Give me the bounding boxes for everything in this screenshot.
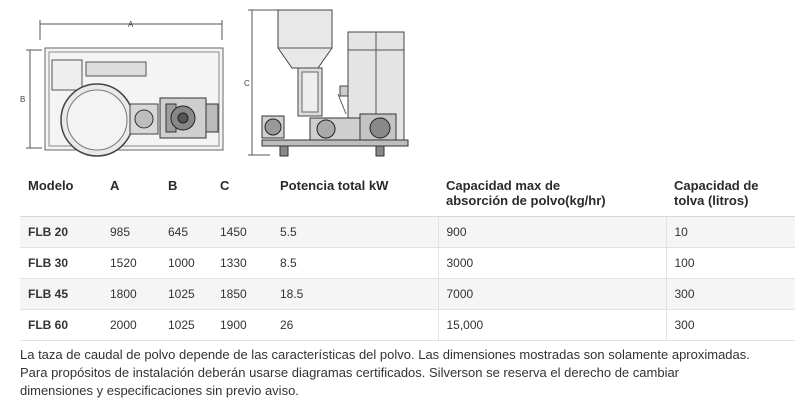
specifications-table <box>20 168 795 341</box>
cell-power: 5.5 <box>272 217 438 248</box>
table-row <box>20 310 795 341</box>
cell-absorption: 900 <box>438 217 666 248</box>
cell-model: FLB 45 <box>20 279 102 310</box>
table-header-row <box>20 168 795 217</box>
top-view-drawing <box>20 20 223 156</box>
cell-b: 1000 <box>160 248 212 279</box>
cell-a: 985 <box>102 217 160 248</box>
cell-power: 8.5 <box>272 248 438 279</box>
cell-hopper: 10 <box>666 217 795 248</box>
footnote-line: Para propósitos de instalación deberán usarse diagramas certificados. Silverson se reserva el derecho de cambiar <box>20 365 680 380</box>
table-row <box>20 248 795 279</box>
side-view-drawing <box>244 10 408 156</box>
cell-model: FLB 20 <box>20 217 102 248</box>
cell-hopper: 300 <box>666 279 795 310</box>
technical-drawings <box>0 0 804 165</box>
cell-absorption: 15,000 <box>438 310 666 341</box>
cell-power: 18.5 <box>272 279 438 310</box>
cell-c: 1450 <box>212 217 272 248</box>
header-c: C <box>212 168 272 217</box>
dim-label-c: C <box>244 79 250 88</box>
footnote-line: La taza de caudal de polvo depende de las características del polvo. Las dimensiones mostradas son solamente aproximadas. <box>20 347 750 362</box>
cell-b: 645 <box>160 217 212 248</box>
header-b: B <box>160 168 212 217</box>
cell-a: 1520 <box>102 248 160 279</box>
footnote-line: dimensiones y especificaciones sin previo aviso. <box>20 383 299 398</box>
cell-model: FLB 60 <box>20 310 102 341</box>
cell-hopper: 300 <box>666 310 795 341</box>
cell-c: 1850 <box>212 279 272 310</box>
header-model: Modelo <box>20 168 102 217</box>
cell-hopper: 100 <box>666 248 795 279</box>
dim-label-b: B <box>20 95 26 104</box>
cell-model: FLB 30 <box>20 248 102 279</box>
cell-a: 2000 <box>102 310 160 341</box>
footnote-text <box>20 346 798 400</box>
header-absorption-capacity: Capacidad max de absorción de polvo(kg/hr) <box>438 168 666 217</box>
table-row <box>20 217 795 248</box>
cell-b: 1025 <box>160 279 212 310</box>
cell-b: 1025 <box>160 310 212 341</box>
cell-c: 1330 <box>212 248 272 279</box>
cell-absorption: 3000 <box>438 248 666 279</box>
header-hopper-capacity: Capacidad de tolva (litros) <box>666 168 795 217</box>
header-power: Potencia total kW <box>272 168 438 217</box>
table-row <box>20 279 795 310</box>
cell-absorption: 7000 <box>438 279 666 310</box>
header-a: A <box>102 168 160 217</box>
dim-label-a: A <box>128 20 134 29</box>
cell-a: 1800 <box>102 279 160 310</box>
cell-power: 26 <box>272 310 438 341</box>
cell-c: 1900 <box>212 310 272 341</box>
